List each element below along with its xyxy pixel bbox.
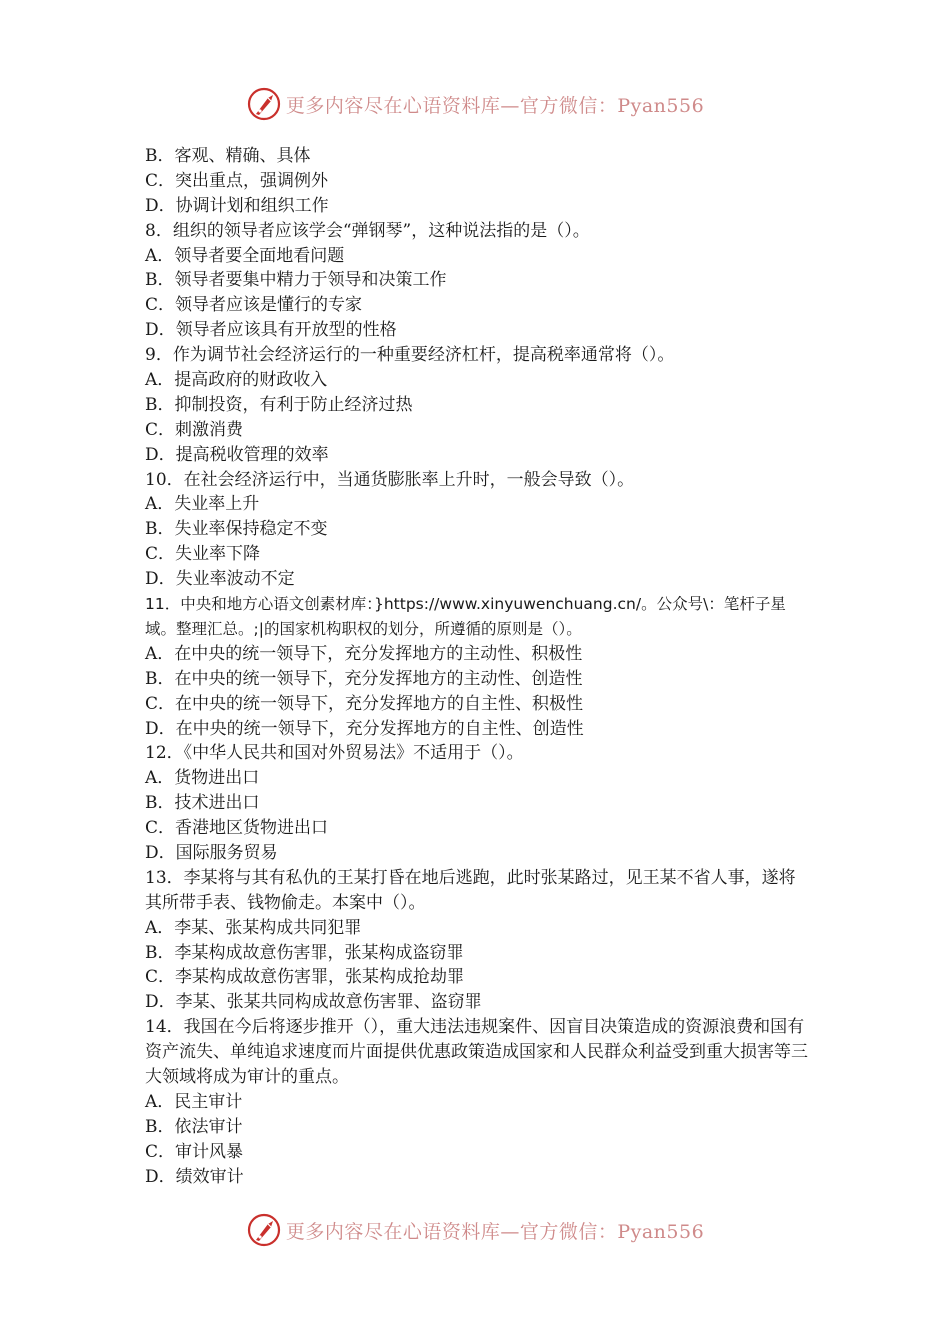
option-line: C．在中央的统一领导下，充分发挥地方的自主性、积极性 <box>145 693 584 714</box>
option-line: A．李某、张某构成共同犯罪 <box>145 917 362 938</box>
option-line: C．香港地区货物进出口 <box>145 818 329 839</box>
option-line: D．领导者应该具有开放型的性格 <box>145 320 397 341</box>
pen-nib-logo-icon <box>246 1212 282 1248</box>
banner-text: 更多内容尽在心语资料库—官方微信：Pyan556 <box>285 1220 705 1243</box>
question-10: 10．在社会经济运行中，当通货膨胀率上升时，一般会导致（）。 <box>145 469 635 490</box>
text-line: B．客观、精确、具体 <box>145 146 311 166</box>
option-line: C．领导者应该是懂行的专家 <box>145 295 363 316</box>
banner-text: 更多内容尽在心语资料库—官方微信：Pyan556 <box>285 94 705 117</box>
option-line: D．在中央的统一领导下，充分发挥地方的自主性、创造性 <box>145 718 584 739</box>
option-line: A．货物进出口 <box>145 768 260 789</box>
option-line: C．失业率下降 <box>145 544 261 565</box>
option-line: D．李某、张某共同构成故意伤害罪、盗窃罪 <box>145 992 482 1013</box>
option-line: C．刺激消费 <box>145 419 244 440</box>
option-line: D．绩效审计 <box>145 1166 244 1187</box>
option-line: D．失业率波动不定 <box>145 569 295 590</box>
option-line: D．提高税收管理的效率 <box>145 444 329 465</box>
option-line: B．抑制投资，有利于防止经济过热 <box>145 394 413 415</box>
option-line: D．国际服务贸易 <box>145 842 278 863</box>
option-line: B．李某构成故意伤害罪，张某构成盗窃罪 <box>145 942 464 963</box>
question-8: 8．组织的领导者应该学会“弹钢琴”，这种说法指的是（）。 <box>145 220 590 241</box>
option-line: A．民主审计 <box>145 1091 243 1112</box>
option-line: A．提高政府的财政收入 <box>145 370 328 391</box>
question-12: 12．《中华人民共和国对外贸易法》不适用于（）。 <box>145 743 524 764</box>
question-9: 9．作为调节社会经济运行的一种重要经济杠杆，提高税率通常将（）。 <box>145 345 675 366</box>
option-line: B．失业率保持稳定不变 <box>145 519 328 540</box>
option-line: C．李某构成故意伤害罪，张某构成抢劫罪 <box>145 967 465 988</box>
text-line: C．突出重点，强调例外 <box>145 170 329 191</box>
header-banner <box>0 82 950 126</box>
question-14: 14．我国在今后将逐步推开（），重大违法违规案件、因盲目决策造成的资源浪费和国有资产流失、单纯追求速度而片面提供优惠政策造成国家和人民群众利益受到重大损害等三大领域将成为审计的重点。 <box>145 1017 808 1088</box>
question-13: 13．李某将与其有私仇的王某打昏在地后逃跑，此时张某路过，见王某不省人事，遂将其所带手表、钱物偷走。本案中（）。 <box>145 867 796 913</box>
option-line: B．在中央的统一领导下，充分发挥地方的主动性、创造性 <box>145 668 583 689</box>
option-line: B．领导者要集中精力于领导和决策工作 <box>145 270 447 291</box>
option-line: A．在中央的统一领导下，充分发挥地方的主动性、积极性 <box>145 643 583 664</box>
question-11: 11．中央和地方心语文创素材库：}https://www.xinyuwenchuang.cn/。公众号\：笔杆子星域。整理汇总。;|的国家机构职权的划分，所遵循的原则是（）。 <box>145 595 786 638</box>
question-lines-3 <box>145 916 810 1016</box>
question-lines-2 <box>145 642 810 866</box>
question-lines-4 <box>145 1090 810 1190</box>
question-lines-1 <box>145 144 810 592</box>
text-line: D．协调计划和组织工作 <box>145 195 329 216</box>
footer-banner <box>0 1208 950 1252</box>
option-line: B．依法审计 <box>145 1116 243 1137</box>
option-line: C．审计风暴 <box>145 1141 244 1162</box>
document-body <box>145 144 810 1190</box>
option-line: A．失业率上升 <box>145 494 260 515</box>
pen-nib-logo-icon <box>246 86 282 122</box>
option-line: B．技术进出口 <box>145 793 260 814</box>
option-line: A．领导者要全面地看问题 <box>145 245 345 266</box>
